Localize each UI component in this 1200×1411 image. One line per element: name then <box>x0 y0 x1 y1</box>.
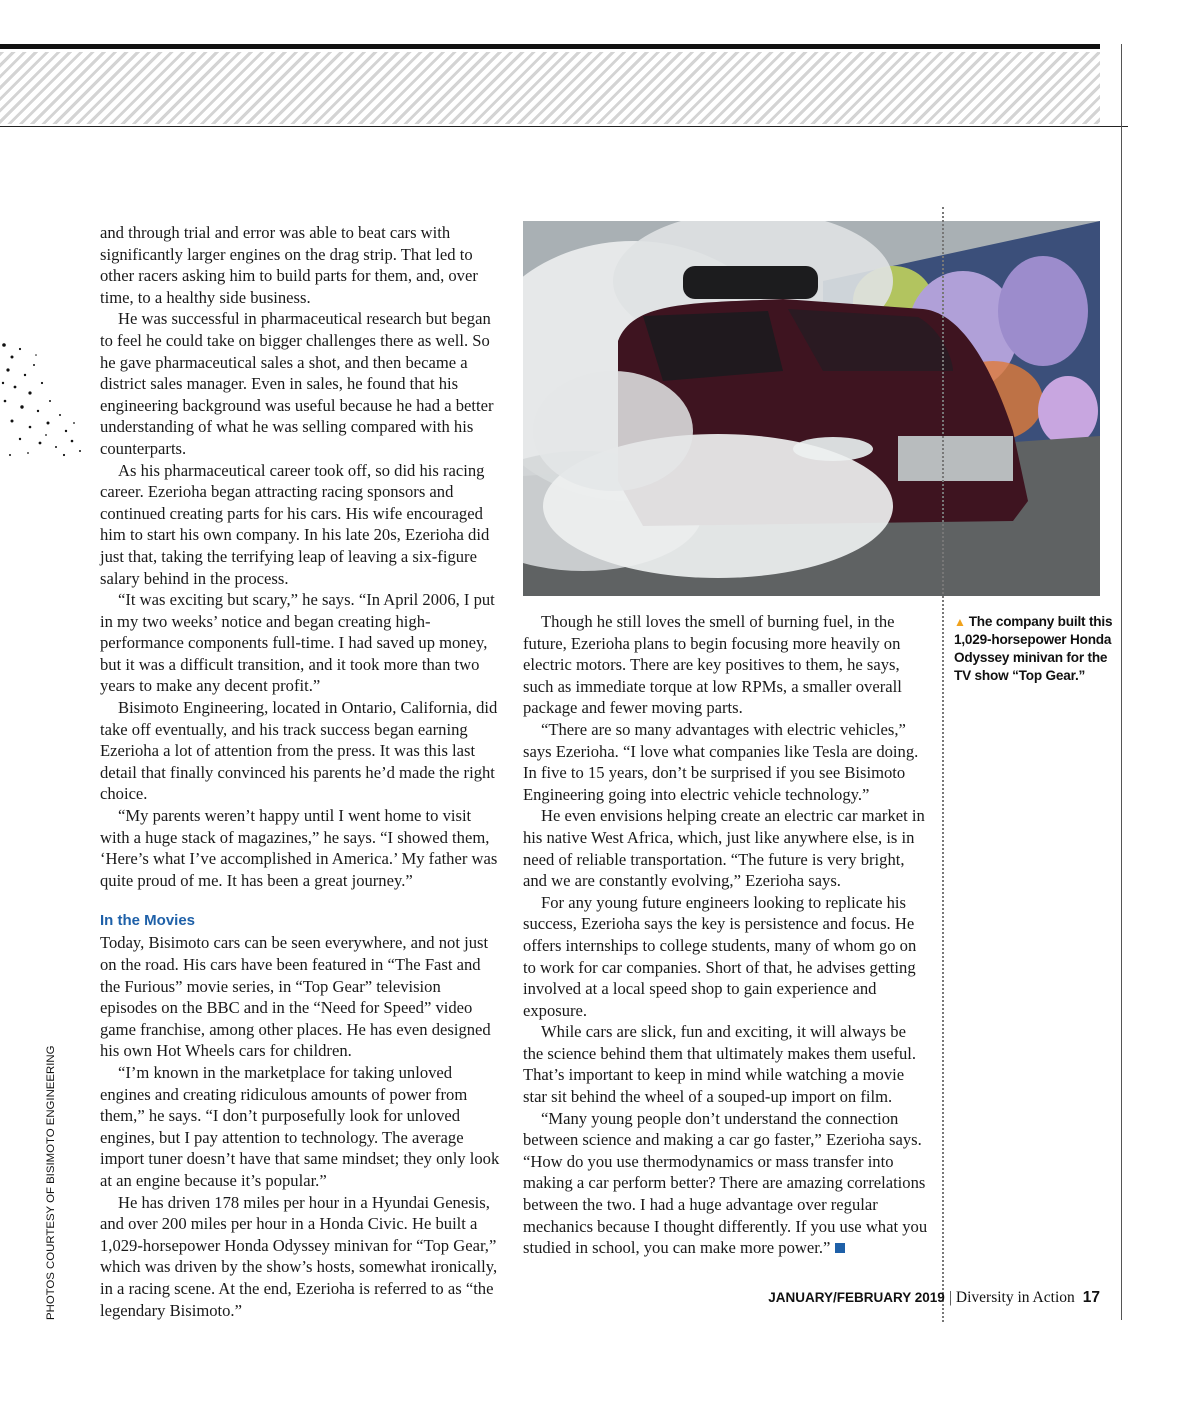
article-left-column <box>100 222 500 1321</box>
footer-separator: | <box>948 1289 952 1306</box>
body-paragraph: He has driven 178 miles per hour in a Hyundai Genesis, and over 200 miles per hour in a Honda Civic. He built a 1,029-horsepower Honda Odyssey minivan for “Top Gear,” which was driven by the show’s hosts, somewhat ironically, in a racing scene. At the end, Ezerioha is referred to as “the legendary Bisimoto.” <box>100 1192 498 1320</box>
body-paragraph: He was successful in pharmaceutical research but began to feel he could take on bigger challenges there as well. So he gave pharmaceutical sales a shot, and then became a district sales manager. Even in sales, he found that his engineering background was useful because he had a better understanding of what he was selling compared with his counterparts. <box>100 309 494 458</box>
article-middle-column <box>523 611 928 1259</box>
body-paragraph: As his pharmaceutical career took off, so did his racing career. Ezerioha began attracting racing sponsors and continued creating parts for his cars. His wife encouraged him to start his own company. In his late 20s, Ezerioha did just that, taking the terrifying leap of leaving a six-figure salary behind in the process. <box>100 460 490 588</box>
body-paragraph-final <box>523 1108 928 1259</box>
page-number: 17 <box>1082 1289 1100 1306</box>
body-paragraph: “I’m known in the marketplace for taking unloved engines and creating ridiculous amounts of power from them,” he says. “I don’t purposefully look for unloved engines, but I pay attention to technology. The average import tuner doesn’t have that same mindset; they only look at an engine because it’s popular.” <box>100 1062 500 1190</box>
page-footer <box>768 1288 1100 1308</box>
body-paragraph: For any young future engineers looking to replicate his success, Ezerioha says the key is persistence and focus. He offers internships to college students, many of whom go on to work for car companies. Short of that, he advises getting involved at a local speed shop to gain experience and exposure. <box>523 892 917 1020</box>
header-hatch-band <box>0 52 1100 124</box>
section-subhead: In the Movies <box>100 912 196 930</box>
photo-caption <box>954 613 1114 685</box>
caption-triangle-icon: ▲ <box>954 615 966 629</box>
body-paragraph: Today, Bisimoto cars can be seen everywhere, and not just on the road. His cars have been featured in “The Fast and the Furious” movie series, in “Top Gear” television episodes on the BBC and in the “Need for Speed” video game franchise, among other places. He has even designed his own Hot Wheels cars for children. <box>100 933 491 1061</box>
header-rule <box>0 44 1100 49</box>
minivan-burnout-photo <box>523 221 1100 596</box>
body-paragraph: “My parents weren’t happy until I went home to visit with a huge stack of magazines,” he says. “I showed them, ‘Here’s what I’ve accomplished in America.’ My father was quite proud of me. It has been a great journey.” <box>100 806 498 890</box>
photo-credit: PHOTOS COURTESY OF BISIMOTO ENGINEERING <box>45 1045 57 1320</box>
body-paragraph: and through trial and error was able to beat cars with significantly larger engines on the drag strip. That led to other racers asking him to build parts for them, and, over time, to a healthy side business. <box>100 223 478 307</box>
body-paragraph: “There are so many advantages with electric vehicles,” says Ezerioha. “I love what companies like Tesla are doing. In five to 15 years, don’t be surprised if you see Bisimoto Engineering going into electric vehicle technology.” <box>523 719 919 804</box>
issue-date: JANUARY/FEBRUARY 2019 <box>768 1290 945 1305</box>
body-paragraph: He even envisions helping create an electric car market in his native West Africa, which, just like anywhere else, is in need of reliable transportation. “The future is very bright, and we are constantly evolving,” Ezerioha says. <box>523 806 925 891</box>
magazine-name: Diversity in Action <box>955 1289 1075 1306</box>
splatter-decoration <box>0 335 95 460</box>
end-mark-icon <box>835 1243 845 1253</box>
header-hatch-underline <box>0 126 1128 127</box>
caption-text: The company built this 1,029-horsepower Honda Odyssey minivan for the TV show “Top Gear.” <box>954 614 1113 683</box>
photo-illustration <box>523 221 1100 596</box>
body-paragraph: “It was exciting but scary,” he says. “In April 2006, I put in my two weeks’ notice and began creating high-performance components full-time. I had saved up money, but it was a difficult transition, and it took more than two years to make any decent profit.” <box>100 590 495 696</box>
final-paragraph-text: “Many young people don’t understand the connection between science and making a car go faster,” Ezerioha says. “How do you use thermodynamics or mass transfer into making a car perform better? There are amazing correlations between the two. I had a huge advantage over regular mechanics because I thought differently. If you use what you studied in school, you can make more power.” <box>523 1108 928 1258</box>
page-edge-rule <box>1121 44 1122 1320</box>
column-divider <box>942 207 944 1322</box>
body-paragraph: Bisimoto Engineering, located in Ontario, California, did take off eventually, and his track success began earning Ezerioha a lot of attention from the press. It was this last detail that finally convinced his parents he’d made the right choice. <box>100 698 498 804</box>
body-paragraph: Though he still loves the smell of burning fuel, in the future, Ezerioha plans to begin focusing more heavily on electric motors. There are key positives to them, he says, such as immediate torque at low RPMs, a smaller overall package and fewer moving parts. <box>523 612 902 718</box>
body-paragraph: While cars are slick, fun and exciting, it will always be the science behind them that ultimately makes them useful. That’s important to keep in mind while watching a movie star sit behind the wheel of a souped-up import on film. <box>523 1022 917 1107</box>
